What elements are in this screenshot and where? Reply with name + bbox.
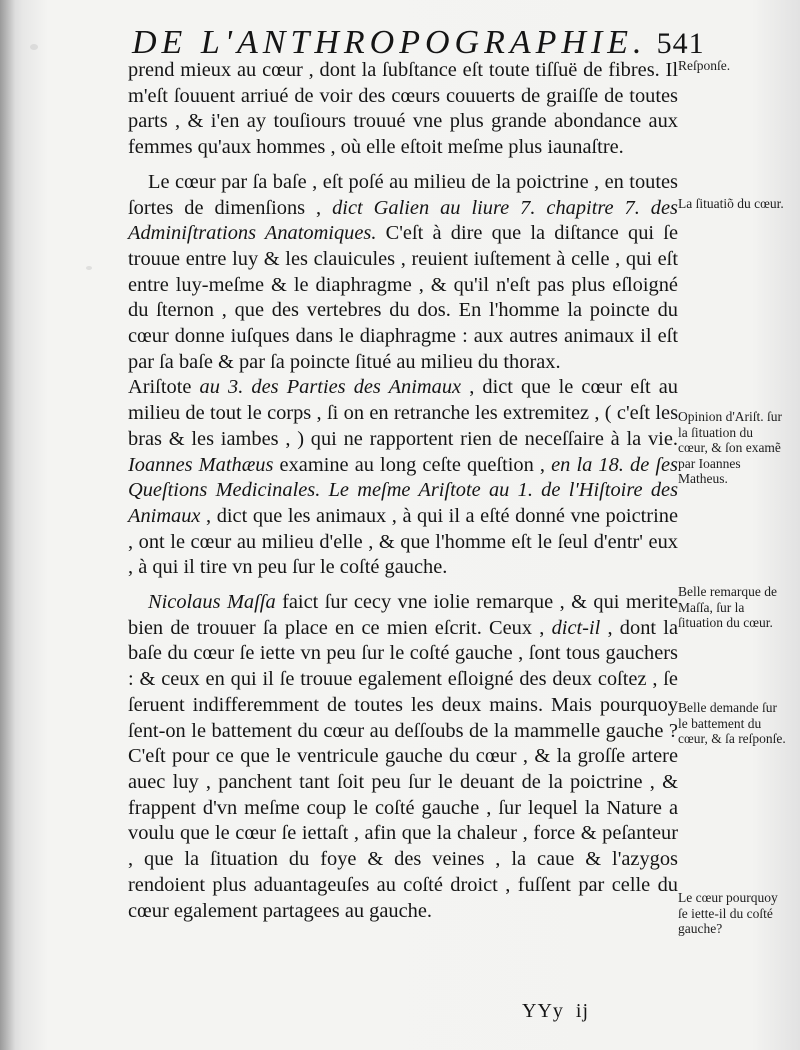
margin-note-left-side: Le cœur pourquoy ſe iette-il du coſté gauche? xyxy=(678,890,778,936)
page-number: 541 xyxy=(656,27,705,60)
paragraph-3: Ariſtote au 3. des Parties des Animaux , dict que le cœur eſt au milieu de tout le corps , ſi on en retranche les extremitez , ( c'eſt les bras & les iambes , ) qui ne rapportent rien de neceſſaire à la vie. Ioannes Mathæus examine au long ceſte queſtion , en la 18. de ſes Queſtions Medicinales. Le meſme Ariſtote au 1. de l'Hiſtoire des Animaux , dict que les animaux , à qui il a eſté donné vne poictrine , ont le cœur au milieu d'elle , & que l'homme eſt le ſeul d'entr' eux , à qui il tire vn peu ſur le coſté gauche. xyxy=(128,376,678,579)
citation: en la 18. de ſes Queſtions Medicinales. Le meſme Ariſtote au 1. de l'Hiſtoire des Animaux xyxy=(128,453,678,527)
quote-marker: dict-il xyxy=(551,616,601,639)
margin-note-heartbeat: Belle demande ſur le battement du cœur, & ſa reſponſe. xyxy=(678,700,786,746)
author-name: Ioannes Mathæus xyxy=(128,453,274,476)
citation: au 3. des Parties des Animaux xyxy=(199,376,462,399)
margin-note-massa: Belle remarque de Maſſa, ſur la ſituation du cœur. xyxy=(678,584,777,630)
margin-note-response: Reſponſe. xyxy=(678,58,731,73)
running-head-title: DE L'ANTHROPOGRAPHIE. xyxy=(132,24,647,61)
paragraph-1: prend mieux au cœur , dont la ſubſtance eſt toute tiſſuë de fibres. Il m'eſt ſouuent arriué de voir des cœurs couuerts de graiſſe de toutes parts , & i'en ay touſiours trouué vne plus grande abondance aux femmes qu'aux hommes , où elle eſtoit meſme plus iaunaſtre. xyxy=(128,59,678,159)
citation: dict Galien au liure 7. chapitre 7. des Adminiſtrations Anatomiques. xyxy=(128,196,678,245)
ink-smudge xyxy=(30,44,38,50)
paragraph-2: Le cœur par ſa baſe , eſt poſé au milieu de la poictrine , en toutes ſortes de dimenſions , dict Galien au liure 7. chapitre 7. des Adminiſtrations Anatomiques. C'eſt à dire que la diſtance qui ſe trouue entre luy & les clauicules , reuient iuſtement à celle , qui eſt entre luy-meſme & le diaphragme , & qu'il n'eſt pas plus eſloigné du ſternon , que des vertebres du dos. En l'homme la poincte du cœur donne iuſques dans le diaphragme : aux autres animaux il eſt par ſa baſe & par ſa poincte ſitué au milieu du thorax. xyxy=(128,170,678,373)
binding-shadow xyxy=(0,0,22,1050)
paragraph-4: Nicolaus Maſſa faict ſur cecy vne iolie remarque , & qui merite bien de trouuer ſa place en ce mien eſcrit. Ceux , dict-il , dont la baſe du cœur ſe iette vn peu ſur le coſté gauche , ſont tous gauchers : & ceux en qui il ſe trouue egalement eſloigné des deux coſtez , ſe ſeruent indifferemment de toutes les deux mains. Mais pourquoy ſent-on le battement du cœur au deſſoubs de la mammelle gauche ? C'eſt pour ce que le ventricule gauche du cœur , & la groſſe artere auec luy , panchent tant ſoit peu ſur le deuant de la poictrine , & frappent d'vn meſme coup le coſté gauche , ſur lequel la Nature a voulu que le cœur ſe iettaſt , afin que la chaleur , force & peſanteur , que la ſituation du foye & des veines , la caue & l'azygos rendoient plus aduantageuſes au coſté droict , fuſſent par celle du cœur egalement partagees au gauche. xyxy=(128,591,678,922)
author-name: Nicolaus Maſſa xyxy=(148,591,276,614)
signature-mark: YYy ij xyxy=(522,1000,590,1022)
margin-note-aristotle: Opinion d'Ariſt. ſur la ſituation du cœur, & ſon examẽ par Ioannes Matheus. xyxy=(678,409,783,486)
main-text xyxy=(128,58,678,924)
ink-smudge xyxy=(86,266,92,270)
margin-note-situation: La ſituatiõ du cœur. xyxy=(678,196,784,211)
